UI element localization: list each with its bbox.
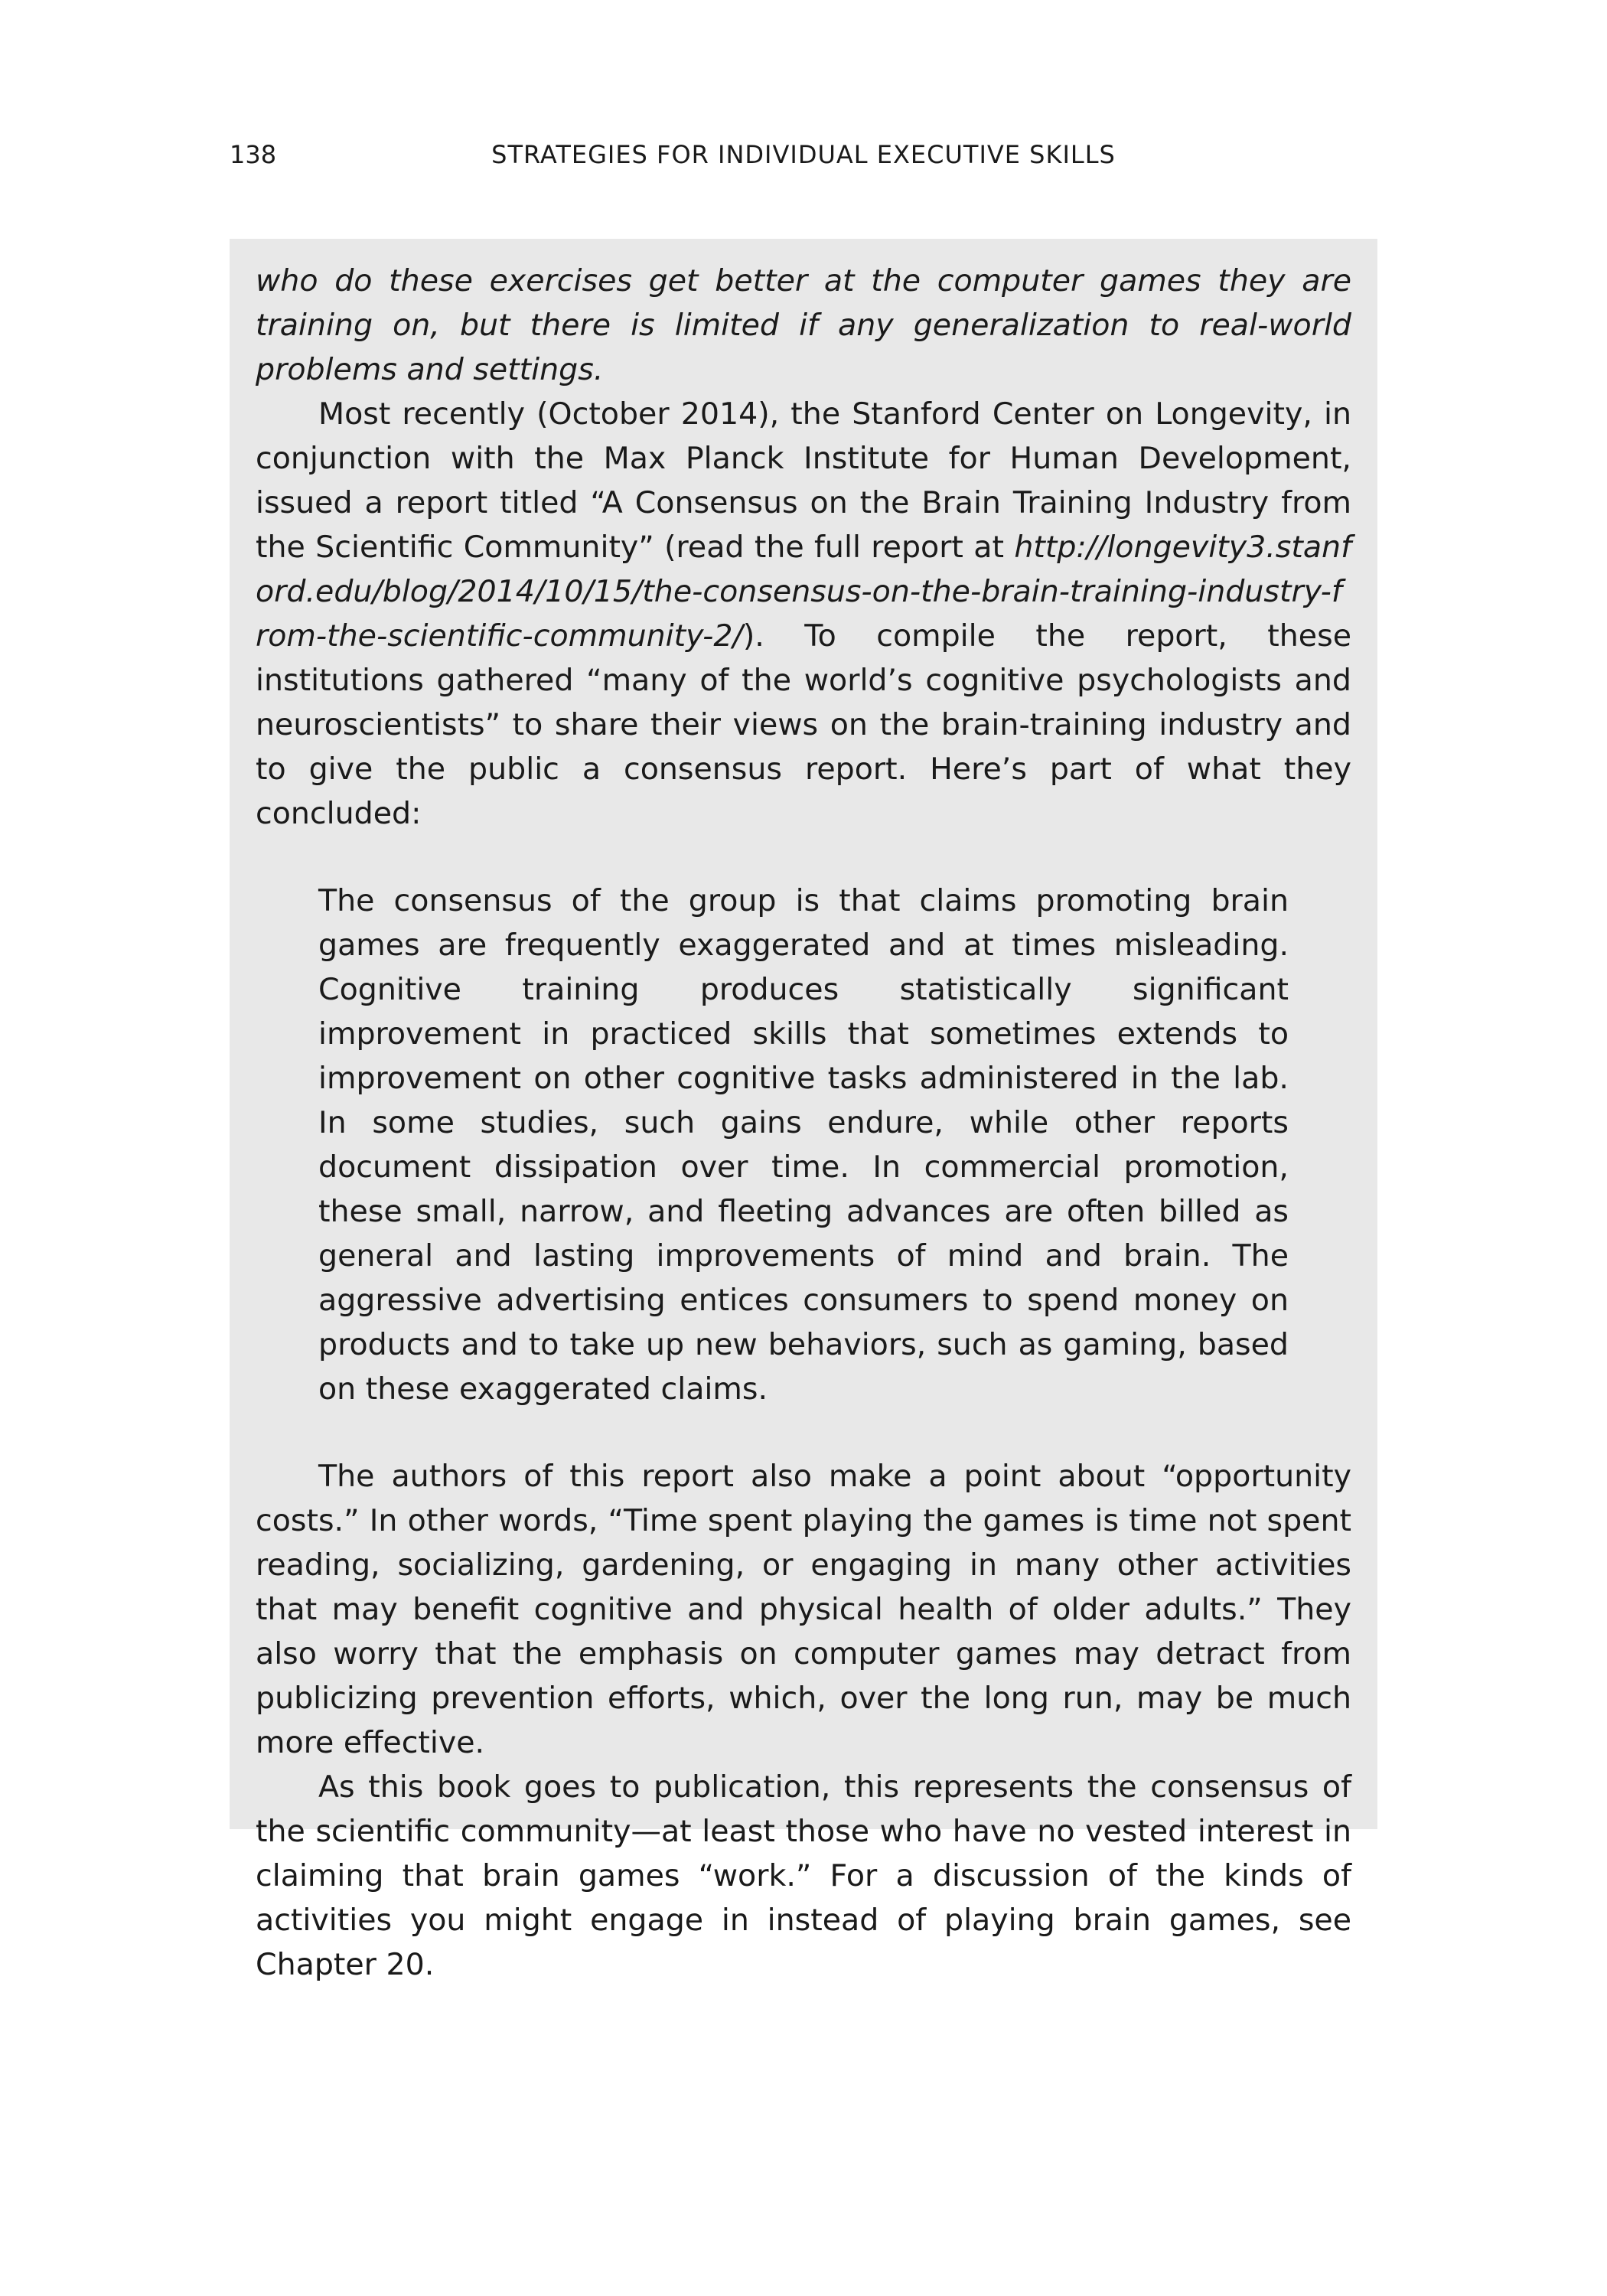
paragraph-publication-consensus: As this book goes to publication, this represents the consensus of the scientific community—at least those who have no vested interest in claiming that brain games “work.” For a discussion of the kinds of activities you might engage in instead of playing brain games, see Chapter 20. <box>256 1769 1351 1982</box>
report-url-link[interactable]: http://longevity3.stanford.edu/blog/2014/10/15/the-consensus-on-the-brain-training-industry-from-the-scientific-community-2/ <box>256 530 1351 654</box>
running-head <box>230 139 1377 170</box>
paragraph-stanford-report <box>256 392 1351 836</box>
report-description-text: ). To compile the report, these institutions gathered “many of the world’s cognitive psychologists and neuroscientists” to share their views on the brain-training industry and to give the public a consensus report. Here’s part of what they concluded: <box>256 618 1351 831</box>
paragraph-opportunity-costs: The authors of this report also make a point about “opportunity costs.” In other words, “Time spent playing the games is time not spent reading, socializing, gardening, or engaging in many other activities that may benefit cognitive and physical health of older adults.” They also worry that the emphasis on computer games may detract from publicizing prevention efforts, which, over the long run, may be much more effective. <box>256 1459 1351 1760</box>
consensus-block-quote: The consensus of the group is that claims promoting brain games are frequently exaggerated and at times misleading. Cognitive training produces statistically significant improvement in practiced skills that sometimes extends to improvement on other cognitive tasks administered in the lab. In some studies, such gains endure, while other reports document dissipation over time. In commercial promotion, these small, narrow, and fleeting advances are often billed as general and lasting improvements of mind and brain. The aggressive advertising entices consumers to spend money on products and to take up new behaviors, such as gaming, based on these exaggerated claims. <box>318 883 1289 1407</box>
report-intro-text: Most recently (October 2014), the Stanford Center on Longevity, in conjunction with the Max Planck Institute for Human Development, issued a report titled “A Consensus on the Brain Training Industry from the Scientific Community” (read the full report at <box>256 396 1351 565</box>
running-title: STRATEGIES FOR INDIVIDUAL EXECUTIVE SKILLS <box>491 140 1116 169</box>
sidebar-box <box>230 239 1377 1982</box>
paragraph-continued-italic: who do these exercises get better at the computer games they are training on, but there is limited if any generalization to real-world problems and settings. <box>256 263 1351 387</box>
page-number: 138 <box>230 140 277 169</box>
